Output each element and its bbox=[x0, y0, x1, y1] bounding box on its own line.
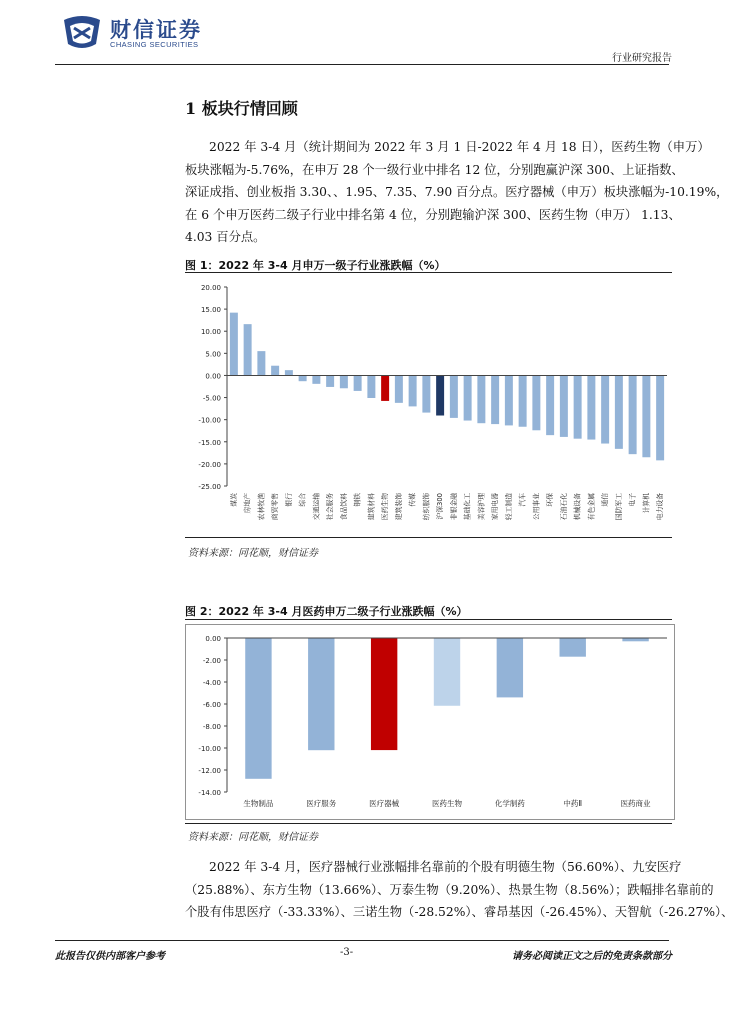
x-tick-label: 传媒 bbox=[408, 493, 417, 507]
bar bbox=[395, 375, 403, 402]
x-tick-label: 建筑材料 bbox=[367, 493, 376, 521]
y-tick-label: -20.00 bbox=[198, 460, 221, 469]
bar bbox=[477, 375, 485, 423]
bar bbox=[230, 313, 238, 376]
bar bbox=[299, 375, 307, 381]
y-tick-label: -15.00 bbox=[198, 438, 221, 447]
x-tick-label: 纺织服饰 bbox=[422, 493, 431, 521]
paragraph-line: 个股有伟思医疗（-33.33%）、三诺生物（-28.52%）、睿昂基因（-26.45%）、天智航（-26.27%）、 bbox=[185, 905, 733, 920]
x-tick-label: 医药商业 bbox=[620, 799, 651, 808]
x-tick-label: 机械设备 bbox=[573, 493, 582, 521]
x-tick-label: 基础化工 bbox=[463, 493, 472, 521]
bar bbox=[491, 375, 499, 424]
bar bbox=[546, 375, 554, 435]
x-tick-label: 非银金融 bbox=[449, 493, 458, 521]
footer-divider bbox=[55, 940, 669, 941]
bar bbox=[409, 375, 417, 406]
bar bbox=[244, 324, 252, 375]
bar bbox=[308, 638, 334, 750]
bar bbox=[656, 375, 664, 460]
bar bbox=[257, 351, 265, 375]
x-tick-label: 公用事业 bbox=[532, 493, 541, 521]
bar bbox=[574, 375, 582, 438]
bar bbox=[532, 375, 540, 430]
bar bbox=[436, 375, 444, 415]
bar bbox=[642, 375, 650, 457]
bar bbox=[497, 638, 523, 697]
y-tick-label: -12.00 bbox=[198, 767, 221, 775]
page-number: -3- bbox=[340, 947, 354, 958]
bar bbox=[367, 375, 375, 398]
figure2-title: 图 2：2022 年 3-4 月医药申万二级子行业涨跌幅（%） bbox=[185, 605, 468, 618]
y-tick-label: 0.00 bbox=[205, 372, 221, 381]
y-tick-label: -6.00 bbox=[202, 701, 221, 709]
y-tick-label: 0.00 bbox=[205, 635, 221, 643]
x-tick-label: 医药生物 bbox=[381, 493, 390, 521]
x-tick-label: 农林牧渔 bbox=[257, 493, 266, 521]
x-tick-label: 环保 bbox=[546, 493, 555, 507]
bar bbox=[271, 366, 279, 376]
x-tick-label: 电子 bbox=[628, 493, 637, 507]
logo-english-name: CHASING SECURITIES bbox=[110, 40, 199, 49]
bar bbox=[371, 638, 397, 750]
x-tick-label: 电力设备 bbox=[656, 493, 665, 521]
paragraph-line: 2022 年 3-4 月，医疗器械行业涨幅排名靠前的个股有明德生物（56.60%）、九安医疗 bbox=[209, 860, 682, 874]
x-tick-label: 通信 bbox=[601, 493, 610, 507]
paragraph-line: （25.88%）、东方生物（13.66%）、万泰生物（9.20%）、热景生物（8.56%）；跌幅排名靠前的 bbox=[185, 882, 714, 897]
x-tick-label: 国防军工 bbox=[614, 493, 623, 521]
bar bbox=[601, 375, 609, 443]
logo-chinese-name: 财信证券 bbox=[110, 18, 202, 42]
x-tick-label: 煤炭 bbox=[229, 493, 238, 507]
bar bbox=[340, 375, 348, 388]
figure1-chart bbox=[185, 276, 675, 534]
x-tick-label: 中药Ⅱ bbox=[563, 799, 583, 808]
x-tick-label: 银行 bbox=[284, 493, 293, 507]
x-tick-label: 综合 bbox=[298, 493, 307, 507]
figure2-source: 资料来源：同花顺，财信证券 bbox=[188, 832, 318, 843]
y-tick-label: -10.00 bbox=[198, 745, 221, 753]
bar bbox=[450, 375, 458, 417]
y-tick-label: 10.00 bbox=[200, 328, 221, 337]
paragraph-line: 4.03 百分点。 bbox=[185, 230, 266, 245]
bar bbox=[381, 375, 389, 400]
x-tick-label: 轻工制造 bbox=[504, 493, 513, 521]
x-tick-label: 房地产 bbox=[243, 493, 252, 514]
paragraph-line: 板块涨幅为-5.76%，在申万 28 个一级行业中排名 12 位，分别跑赢沪深 300、上证指数、 bbox=[185, 162, 684, 177]
figure1-top-rule bbox=[185, 272, 672, 273]
bar bbox=[245, 638, 271, 779]
bar bbox=[326, 375, 334, 386]
x-tick-label: 沪深300 bbox=[436, 493, 445, 520]
paragraph-line: 2022 年 3-4 月（统计期间为 2022 年 3 月 1 日-2022 年 4 月 18 日），医药生物（申万） bbox=[209, 140, 710, 154]
bar bbox=[464, 375, 472, 420]
y-tick-label: 15.00 bbox=[200, 306, 221, 315]
x-tick-label: 建筑装饰 bbox=[394, 493, 403, 521]
x-tick-label: 美容护理 bbox=[477, 493, 486, 521]
x-tick-label: 生物制品 bbox=[243, 799, 274, 808]
y-tick-label: -25.00 bbox=[198, 483, 221, 491]
x-tick-label: 汽车 bbox=[518, 493, 527, 507]
y-tick-label: -5.00 bbox=[202, 394, 221, 403]
y-tick-label: -4.00 bbox=[202, 679, 221, 687]
figure1-bottom-rule bbox=[185, 537, 672, 538]
bar bbox=[505, 375, 513, 425]
stock-ranking-paragraph bbox=[185, 856, 733, 924]
y-tick-label: 5.00 bbox=[205, 350, 221, 359]
x-tick-label: 医疗器械 bbox=[369, 799, 400, 808]
x-tick-label: 医疗服务 bbox=[306, 799, 337, 808]
header-divider bbox=[55, 64, 669, 65]
market-review-paragraph bbox=[185, 136, 729, 249]
figure1-title: 图 1：2022 年 3-4 月申万一级子行业涨跌幅（%） bbox=[185, 259, 446, 272]
x-tick-label: 社会服务 bbox=[326, 493, 335, 521]
company-logo-icon bbox=[60, 14, 104, 52]
x-tick-label: 家用电器 bbox=[491, 493, 500, 521]
y-tick-label: -10.00 bbox=[198, 416, 221, 425]
x-tick-label: 商贸零售 bbox=[271, 493, 280, 521]
figure2-bottom-rule bbox=[185, 823, 672, 824]
paragraph-line: 深证成指、创业板指 3.30、、1.95、7.35、7.90 百分点。医疗器械（申万）板块涨幅为-10.19%， bbox=[185, 185, 729, 200]
y-tick-label: -8.00 bbox=[202, 723, 221, 731]
x-tick-label: 食品饮料 bbox=[339, 493, 348, 521]
report-type-label: 行业研究报告 bbox=[612, 53, 672, 64]
figure2-chart bbox=[185, 624, 675, 820]
section-title: 1 板块行情回顾 bbox=[185, 99, 298, 118]
footer-disclaimer: 此报告仅供内部客户参考 bbox=[55, 951, 165, 962]
figure2-top-rule bbox=[185, 619, 672, 620]
bar bbox=[615, 375, 623, 448]
bar bbox=[587, 375, 595, 439]
x-tick-label: 医药生物 bbox=[432, 799, 462, 808]
x-tick-label: 计算机 bbox=[642, 493, 651, 514]
footer-notice: 请务必阅读正文之后的免责条款部分 bbox=[512, 951, 672, 962]
bar bbox=[354, 375, 362, 390]
y-tick-label: 20.00 bbox=[200, 284, 221, 292]
x-tick-label: 交通运输 bbox=[312, 493, 321, 521]
bar bbox=[312, 375, 320, 383]
x-tick-label: 石油石化 bbox=[559, 493, 568, 521]
y-tick-label: -14.00 bbox=[198, 789, 221, 797]
bar bbox=[519, 375, 527, 426]
bar bbox=[629, 375, 637, 454]
bar bbox=[422, 375, 430, 412]
paragraph-line: 在 6 个申万医药二级子行业中排名第 4 位，分别跑输沪深 300、医药生物（申万） 1.13、 bbox=[185, 207, 681, 222]
x-tick-label: 钢铁 bbox=[353, 493, 362, 507]
bar bbox=[560, 375, 568, 436]
bar bbox=[285, 370, 293, 375]
figure1-source: 资料来源：同花顺，财信证券 bbox=[188, 548, 318, 559]
y-tick-label: -2.00 bbox=[202, 657, 221, 665]
x-tick-label: 化学制药 bbox=[494, 799, 525, 808]
bar bbox=[434, 638, 460, 706]
x-tick-label: 有色金属 bbox=[587, 493, 596, 521]
bar bbox=[560, 638, 586, 657]
